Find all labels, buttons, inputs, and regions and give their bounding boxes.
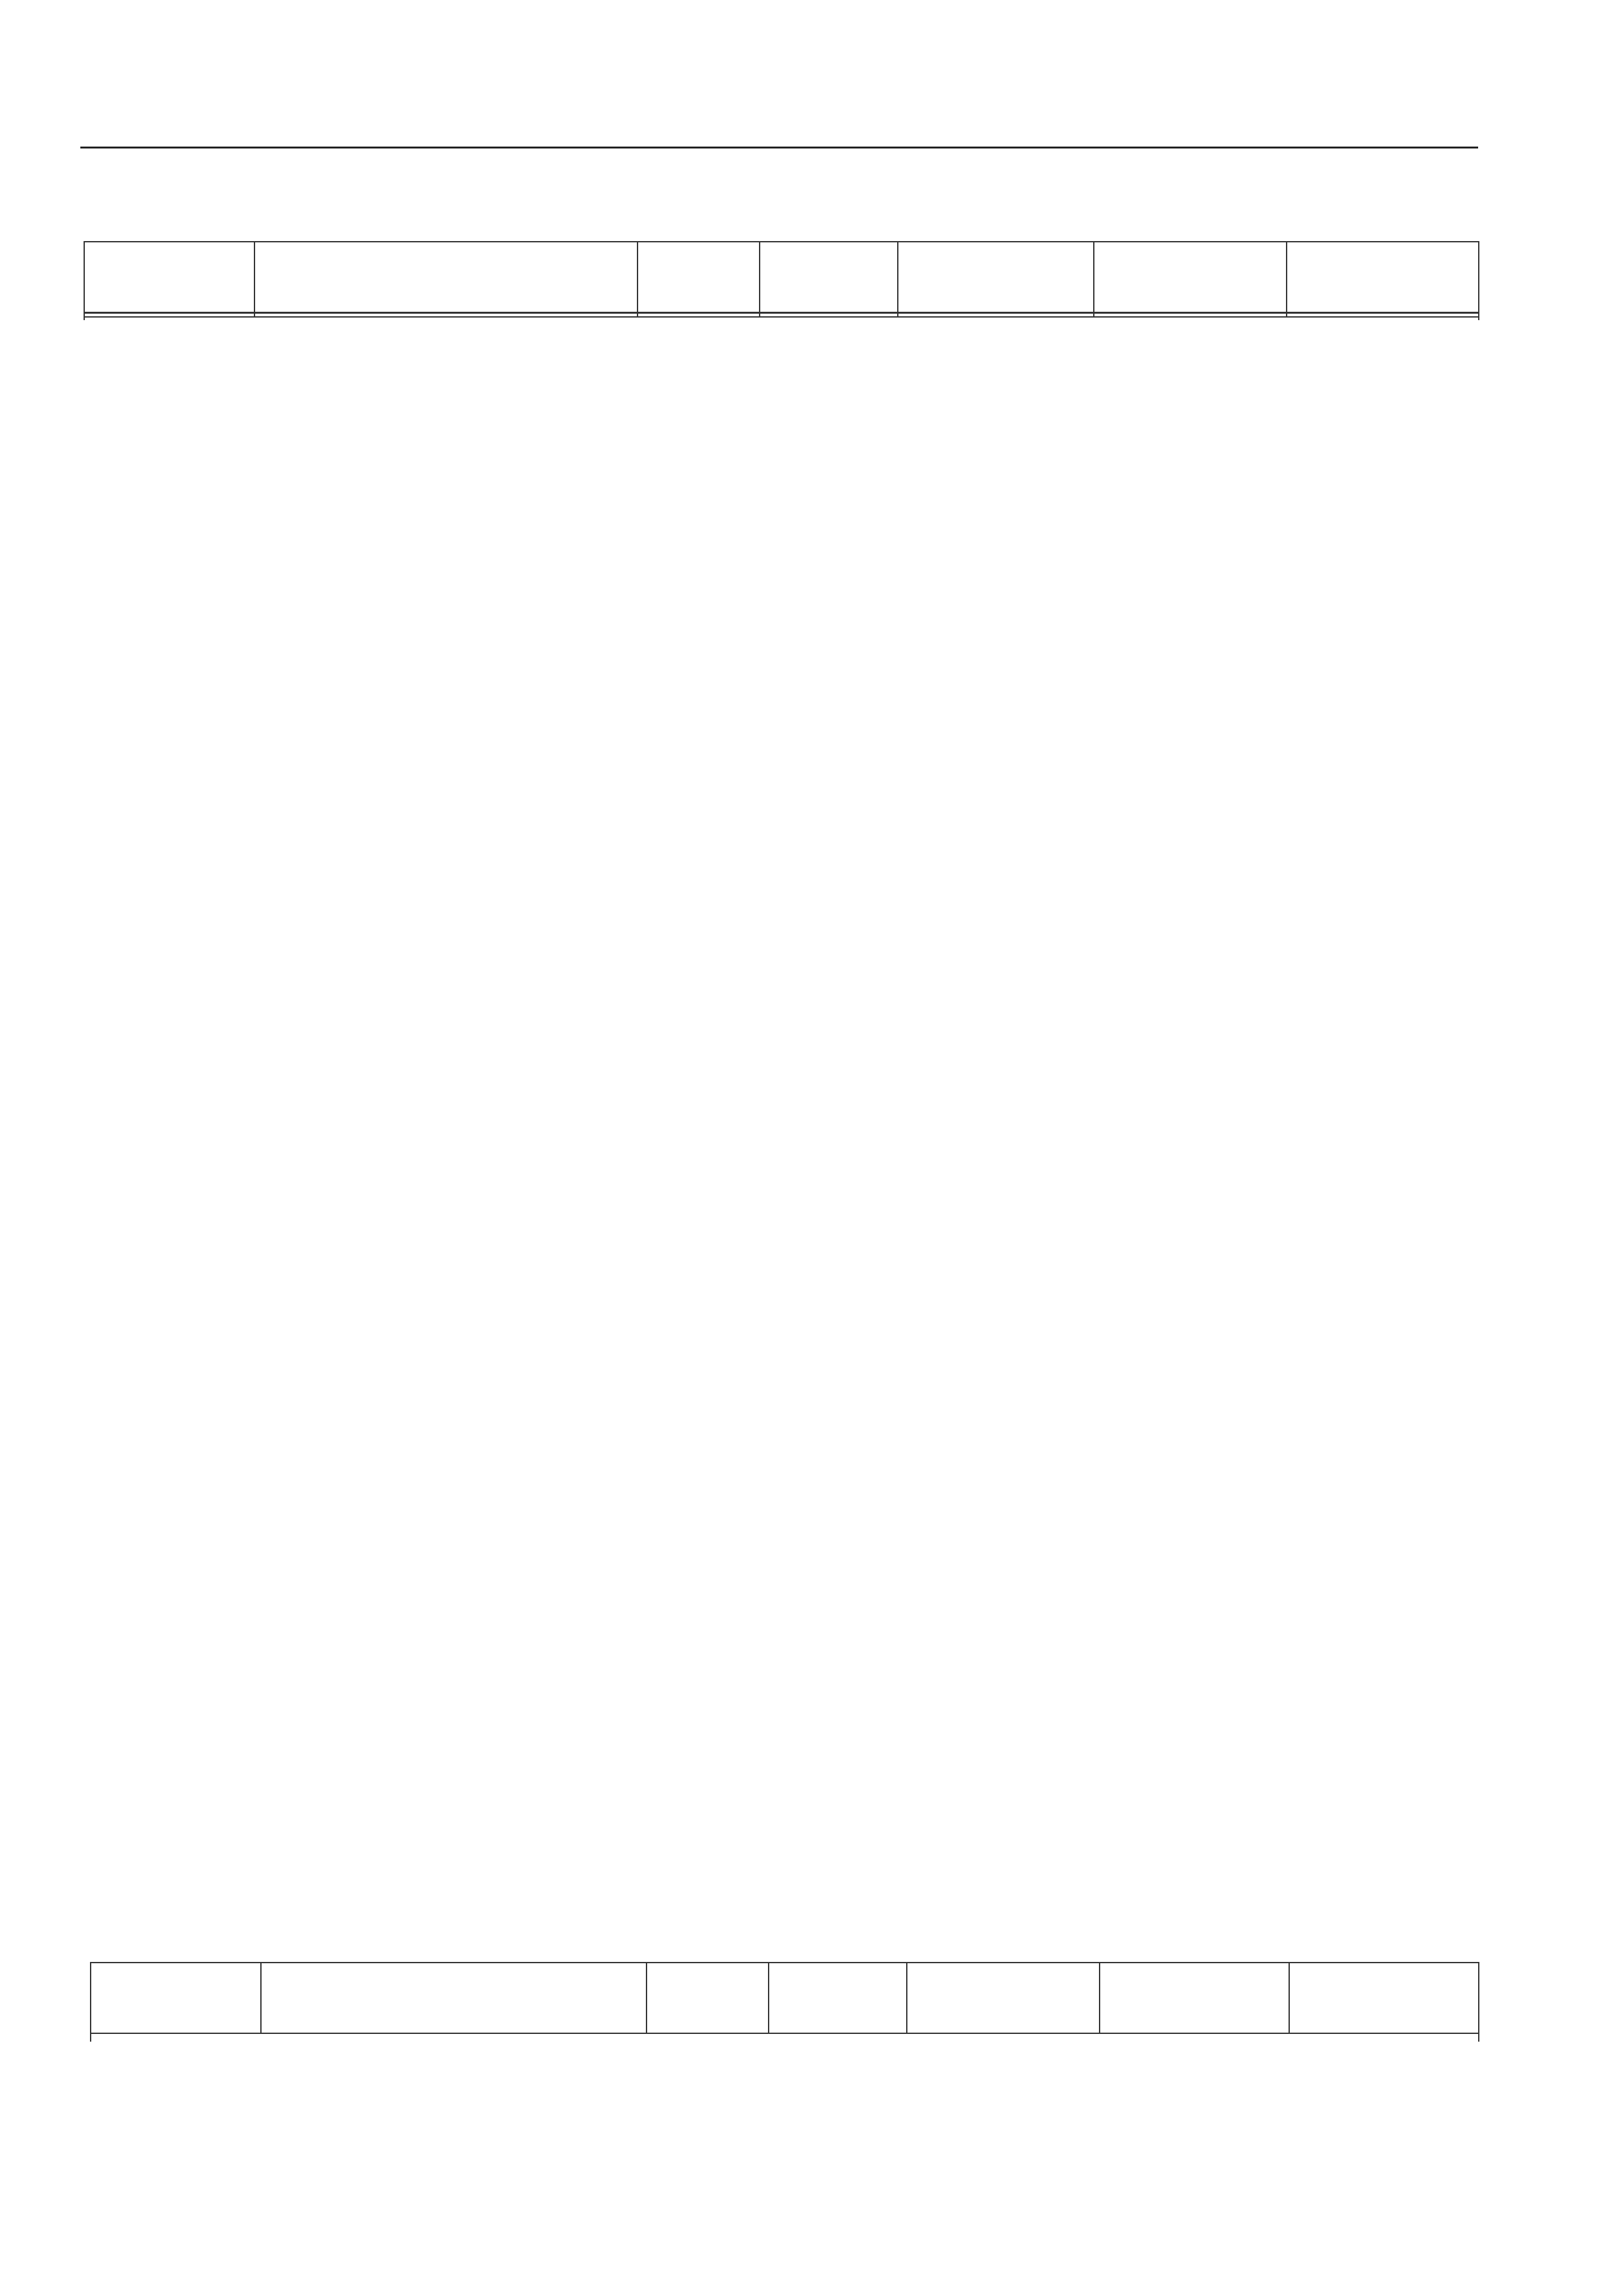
norm-header <box>91 2033 1479 2042</box>
col2-header-code <box>91 1963 261 2033</box>
table-header-row <box>84 242 1479 313</box>
table2-header-row <box>91 1963 1479 2033</box>
cost-header <box>84 317 1479 320</box>
col-header-norm-6 <box>1287 242 1479 313</box>
col2-header-norm-3 <box>1289 1963 1479 2033</box>
resource-table-10-008 <box>90 1962 1479 2042</box>
header-rule <box>80 147 1478 148</box>
col2-header-unit <box>647 1963 769 2033</box>
col2-header-price <box>769 1963 907 2033</box>
col2-header-norm-2 <box>1100 1963 1289 2033</box>
col-header-name <box>254 242 638 313</box>
col-header-code <box>84 242 254 313</box>
col2-header-norm-1 <box>907 1963 1100 2033</box>
col-header-norm-5 <box>1094 242 1287 313</box>
col-header-norm-4 <box>898 242 1094 313</box>
norm-header-row <box>91 2033 1479 2042</box>
col-header-unit <box>638 242 760 313</box>
resource-table-10-007 <box>84 241 1479 320</box>
col-header-price <box>760 242 898 313</box>
cost-header-row <box>84 317 1479 320</box>
col2-header-name <box>261 1963 647 2033</box>
